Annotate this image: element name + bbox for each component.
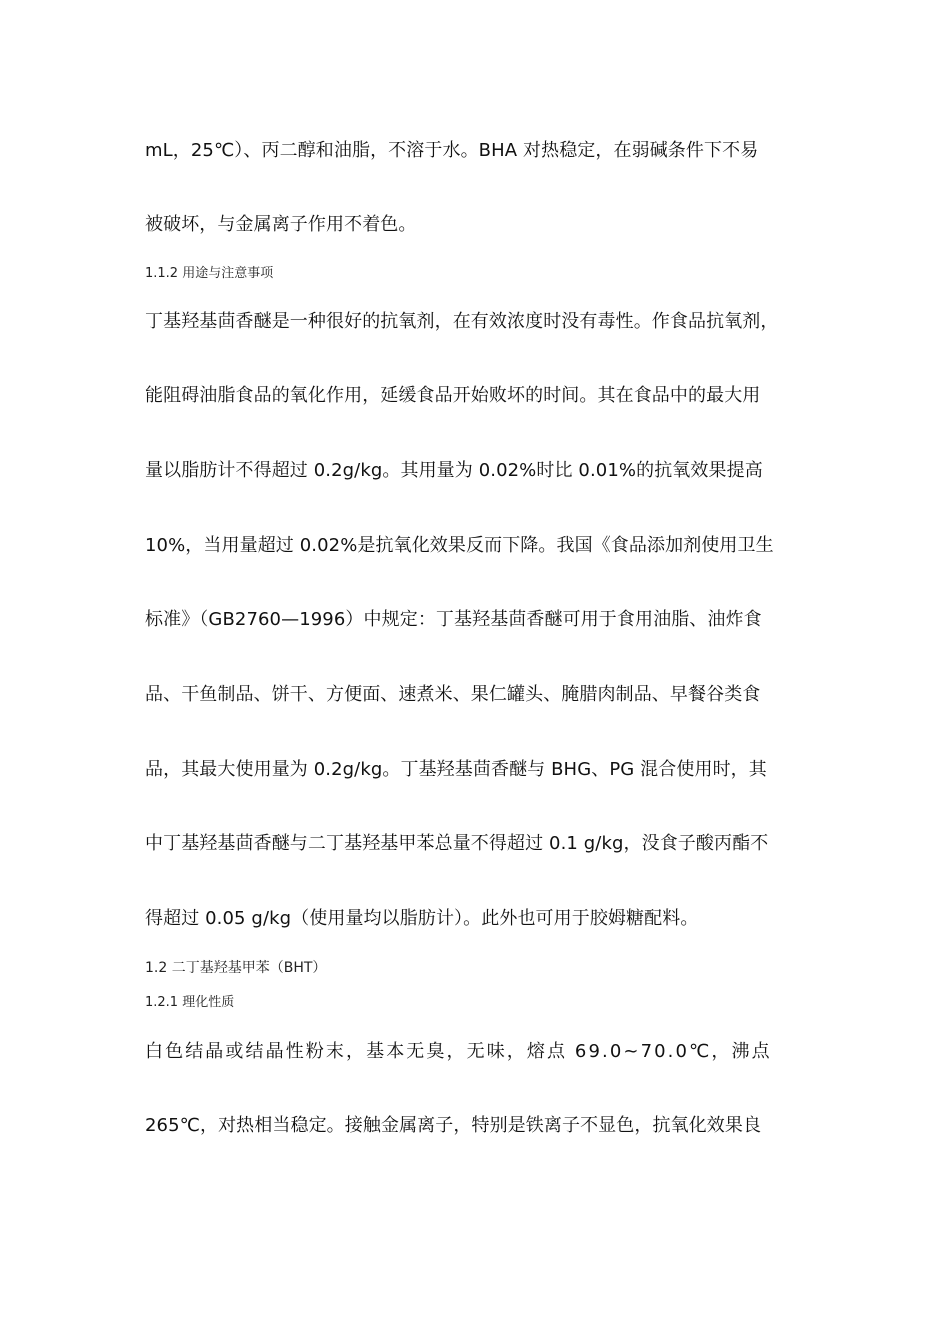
section-heading-1-1-2: 1.1.2 用途与注意事项: [145, 266, 274, 281]
paragraph-line: 标准》（GB2760—1996）中规定：丁基羟基茴香醚可用于食用油脂、油炸食: [145, 609, 762, 630]
section-heading-1-2-1: 1.2.1 理化性质: [145, 995, 235, 1010]
paragraph-line: 中丁基羟基茴香醚与二丁基羟基甲苯总量不得超过 0.1 g/kg，没食子酸丙酯不: [145, 833, 769, 854]
paragraph-line: 能阻碍油脂食品的氧化作用，延缓食品开始败坏的时间。其在食品中的最大用: [145, 385, 761, 406]
paragraph-line: 丁基羟基茴香醚是一种很好的抗氧剂，在有效浓度时没有毒性。作食品抗氧剂，: [145, 311, 779, 332]
paragraph-line: 265℃，对热相当稳定。接触金属离子，特别是铁离子不显色，抗氧化效果良: [145, 1115, 762, 1136]
paragraph-line: 量以脂肪计不得超过 0.2g/kg。其用量为 0.02%时比 0.01%的抗氧效果提高: [145, 460, 763, 481]
paragraph-line: 得超过 0.05 g/kg（使用量均以脂肪计）。此外也可用于胶姆糖配料。: [145, 908, 699, 929]
paragraph-line: 白色结晶或结晶性粉末，基本无臭，无味，熔点 69.0~70.0℃，沸点: [145, 1041, 772, 1062]
section-heading-1-2: 1.2 二丁基羟基甲苯（BHT）: [145, 960, 327, 976]
paragraph-line: 10%，当用量超过 0.02%是抗氧化效果反而下降。我国《食品添加剂使用卫生: [145, 535, 774, 556]
paragraph-line: mL，25℃）、丙二醇和油脂，不溶于水。BHA 对热稳定，在弱碱条件下不易: [145, 140, 759, 161]
paragraph-line: 品、干鱼制品、饼干、方便面、速煮米、果仁罐头、腌腊肉制品、早餐谷类食: [145, 684, 761, 705]
paragraph-line: 品，其最大使用量为 0.2g/kg。丁基羟基茴香醚与 BHG、PG 混合使用时，其: [145, 759, 767, 780]
paragraph-line: 被破坏，与金属离子作用不着色。: [145, 214, 417, 235]
